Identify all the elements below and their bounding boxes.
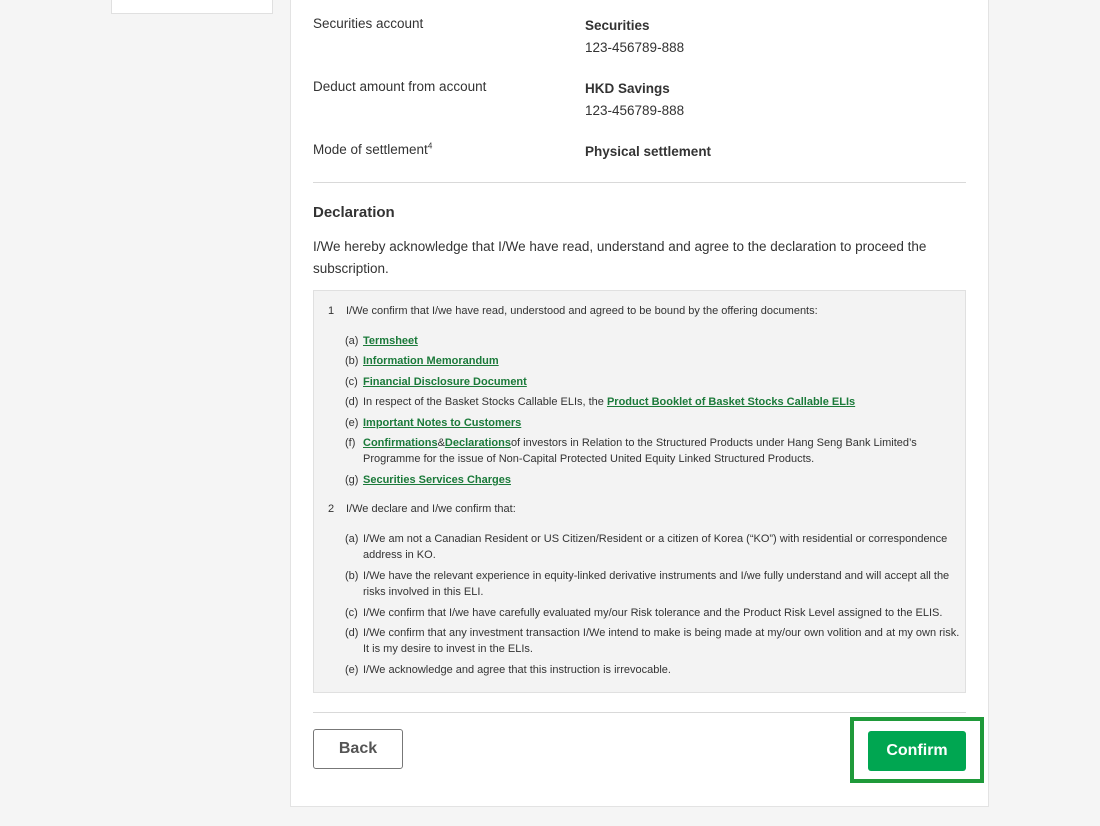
- back-button[interactable]: Back: [313, 729, 403, 769]
- item-text: [363, 353, 965, 369]
- item-text: I/We am not a Canadian Resident or US Citizen/Resident or a citizen of Korea (“KO”) with residential or correspondence address in KO.: [363, 533, 948, 561]
- divider: [313, 712, 966, 713]
- item-tag: (b): [345, 570, 359, 582]
- item-text: [363, 374, 965, 390]
- section-number: 1: [328, 305, 335, 317]
- item-tag: (e): [345, 417, 359, 429]
- securities-account-name: Securities: [585, 18, 650, 33]
- item-plain-text: of investors in Relation to the Structured Products under Hang Seng Bank Limited’s Programme for the issue of Non-Capital Protected United Equity Linked Structured Products.: [363, 437, 917, 465]
- deduct-account-label: Deduct amount from account: [313, 79, 487, 94]
- settlement-mode-label: [313, 142, 432, 157]
- deduct-account-number: 123-456789-888: [585, 103, 685, 118]
- item-tag: (e): [345, 664, 359, 676]
- confirm-button[interactable]: Confirm: [868, 731, 966, 771]
- termsheet-link[interactable]: Termsheet: [363, 335, 418, 347]
- item-text: [363, 415, 965, 431]
- settlement-mode-name: Physical settlement: [585, 144, 712, 159]
- item-text: I/We have the relevant experience in equity-linked derivative instruments and I/we fully understand and will accept all the risks involved in this ELI.: [363, 570, 950, 598]
- ampersand: &: [437, 437, 445, 449]
- sidebar-card: [111, 0, 273, 14]
- item-tag: (a): [345, 335, 359, 347]
- declaration-title: Declaration: [313, 204, 395, 221]
- securities-account-value: [585, 16, 684, 59]
- product-booklet-link[interactable]: Product Booklet of Basket Stocks Callable ELIs: [606, 396, 856, 408]
- securities-services-charges-link[interactable]: Securities Services Charges: [363, 474, 511, 486]
- securities-account-number: 123-456789-888: [585, 40, 685, 55]
- deduct-account-value: [585, 79, 684, 122]
- item-tag: (d): [345, 627, 359, 639]
- item-text: [363, 435, 965, 467]
- card-content: [313, 0, 966, 806]
- section-number: 2: [328, 503, 335, 515]
- item-text: [363, 333, 965, 349]
- item-plain-text: In respect of the Basket Stocks Callable ELIs, the: [363, 396, 607, 408]
- section-statement: I/We confirm that I/we have read, understood and agreed to be bound by the offering documents:: [346, 305, 818, 317]
- item-tag: (d): [345, 396, 359, 408]
- item-tag: (f): [345, 437, 356, 449]
- deduct-account-name: HKD Savings: [585, 81, 670, 96]
- information-memorandum-link[interactable]: Information Memorandum: [363, 355, 499, 367]
- divider: [313, 182, 966, 183]
- item-text: I/We confirm that I/we have carefully evaluated my/our Risk tolerance and the Product Risk Level assigned to the ELIS.: [363, 607, 943, 619]
- item-tag: (a): [345, 533, 359, 545]
- item-tag: (c): [345, 607, 358, 619]
- item-tag: (g): [345, 474, 359, 486]
- item-text: [363, 394, 965, 410]
- declarations-link[interactable]: Declarations: [444, 437, 511, 449]
- subscription-summary-card: [290, 0, 989, 807]
- settlement-mode-value: [585, 142, 711, 162]
- item-tag: (b): [345, 355, 359, 367]
- item-text: I/We confirm that any investment transaction I/We intend to make is being made at my/our own volition and at my own risk. It is my desire to invest in the ELIs.: [363, 627, 960, 655]
- declaration-terms-box: [313, 290, 966, 693]
- confirmations-link[interactable]: Confirmations: [363, 437, 438, 449]
- item-text: [363, 472, 965, 488]
- declaration-intro: I/We hereby acknowledge that I/We have read, understand and agree to the declaration to proceed the subscription.: [313, 239, 927, 276]
- section-statement: I/We declare and I/we confirm that:: [346, 503, 516, 515]
- financial-disclosure-link[interactable]: Financial Disclosure Document: [363, 376, 527, 388]
- securities-account-label: Securities account: [313, 16, 424, 31]
- footnote-ref: 4: [427, 141, 433, 151]
- item-text: I/We acknowledge and agree that this instruction is irrevocable.: [363, 664, 671, 676]
- settlement-mode-label-text: Mode of settlement: [313, 142, 428, 157]
- important-notes-link[interactable]: Important Notes to Customers: [363, 417, 522, 429]
- item-tag: (c): [345, 376, 358, 388]
